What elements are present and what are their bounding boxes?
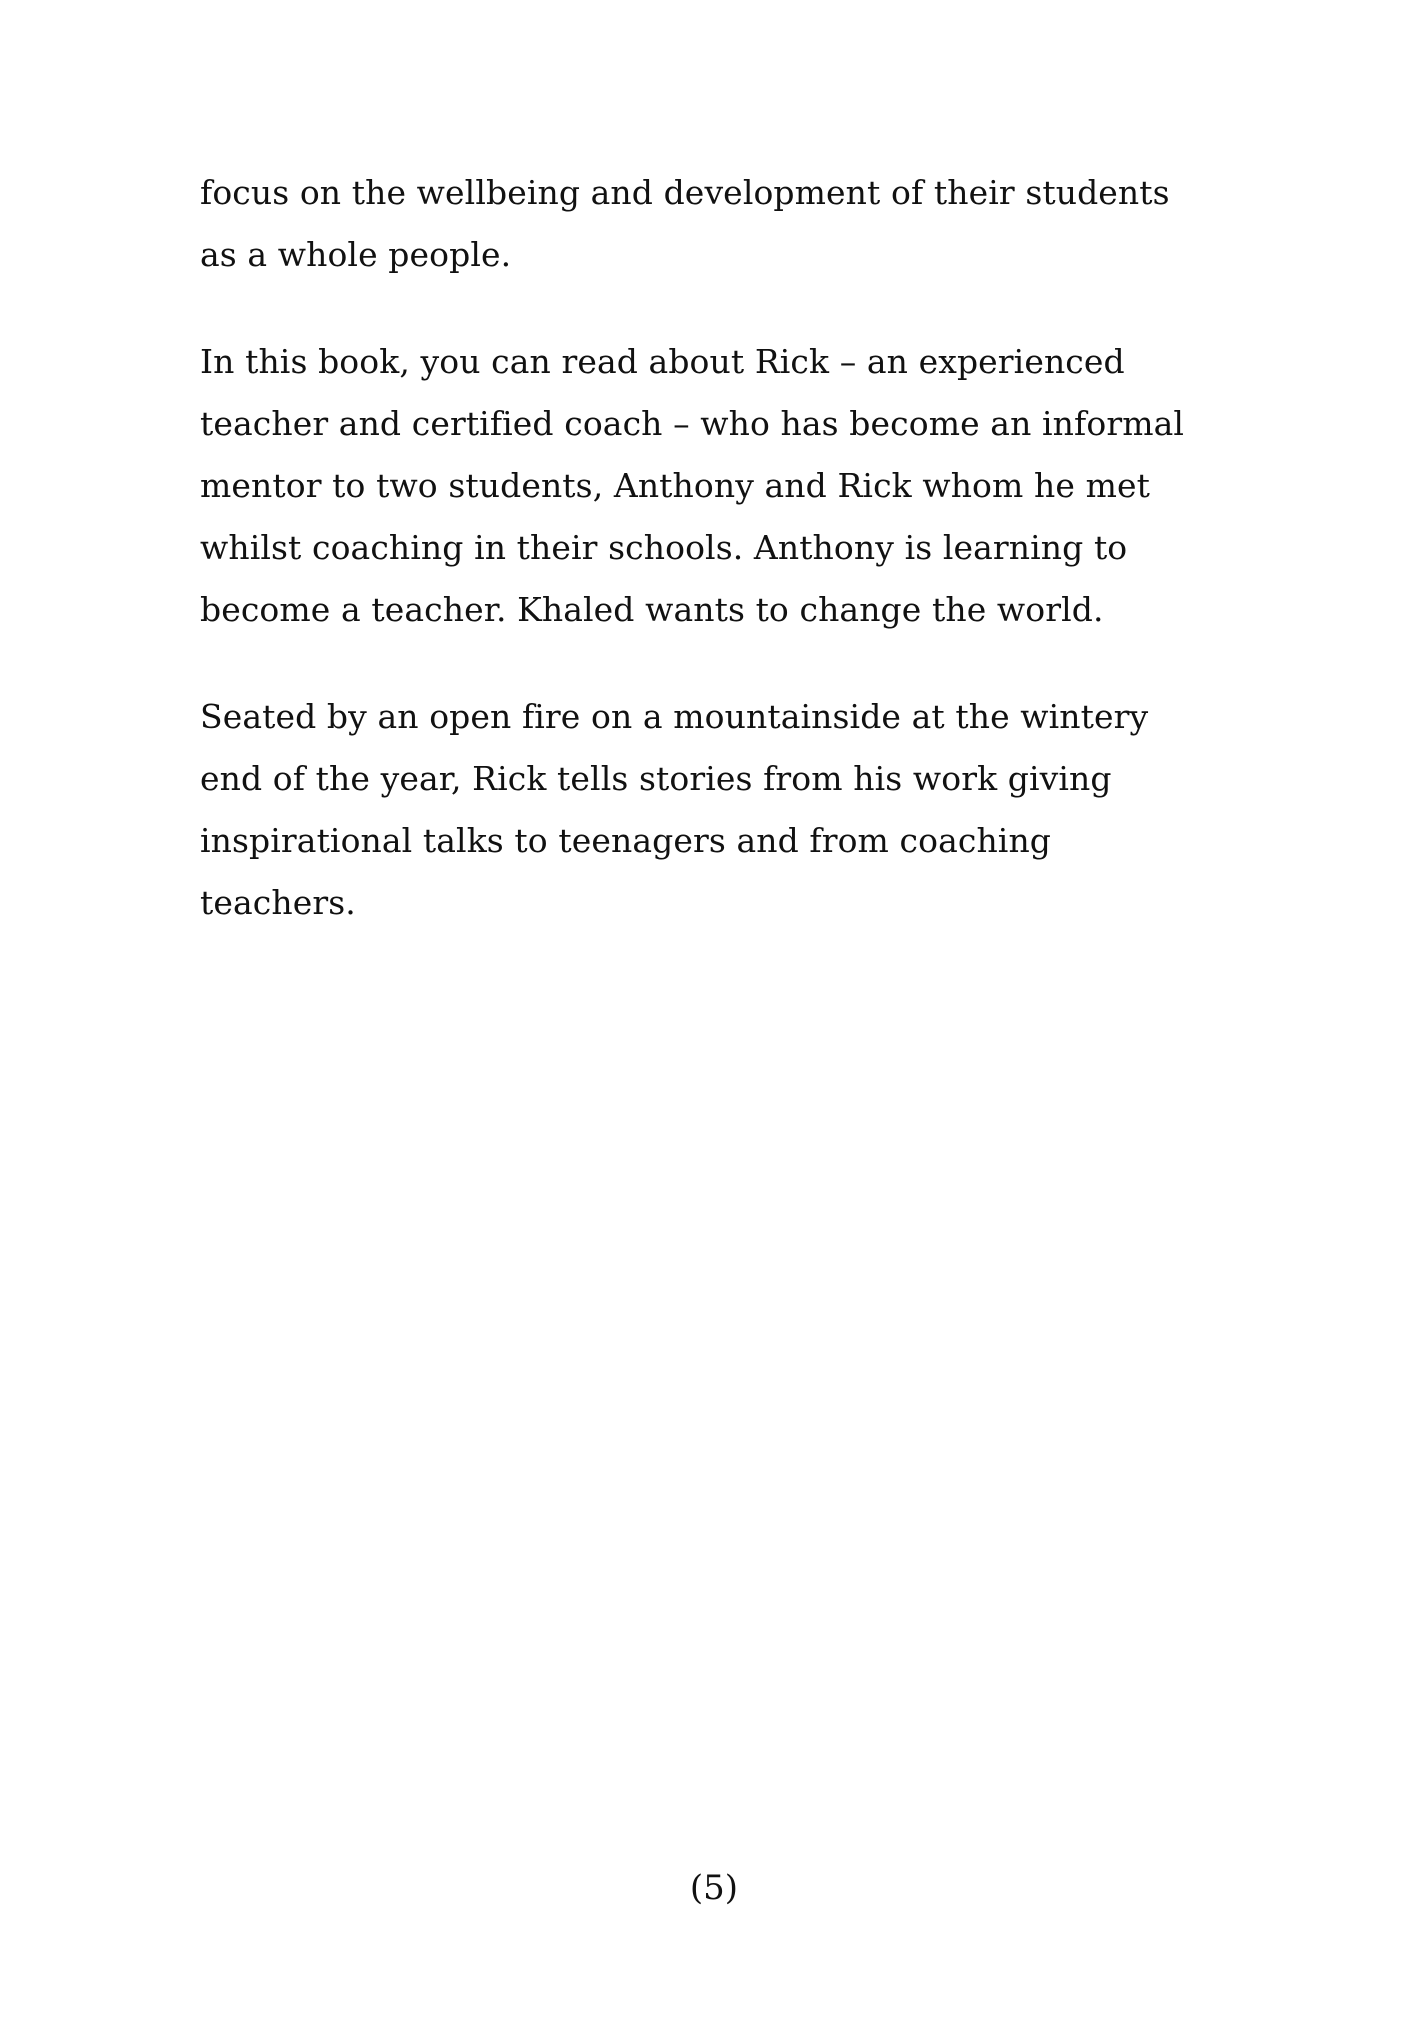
paragraph-2 (200, 331, 1260, 641)
text-line: end of the year, Rick tells stories from his work giving (200, 759, 1112, 798)
text-line: focus on the wellbeing and development of their students (200, 173, 1170, 212)
text-line: mentor to two students, Anthony and Rick whom he met (200, 466, 1150, 505)
text-line: inspirational talks to teenagers and from coaching (200, 821, 1052, 860)
text-line: teacher and certified coach – who has become an informal (200, 404, 1185, 443)
text-line: teachers. (200, 883, 356, 922)
paragraph-1 (200, 162, 1260, 286)
text-line: Seated by an open fire on a mountainside at the wintery (200, 697, 1149, 736)
text-line: In this book, you can read about Rick – an experienced (200, 342, 1125, 381)
text-line: as a whole people. (200, 235, 512, 274)
paragraph-3 (200, 686, 1260, 934)
text-line: become a teacher. Khaled wants to change the world. (200, 590, 1104, 629)
text-line: whilst coaching in their schools. Anthony is learning to (200, 528, 1128, 567)
page-body (200, 162, 1260, 979)
page-number: (5) (689, 1868, 739, 1908)
